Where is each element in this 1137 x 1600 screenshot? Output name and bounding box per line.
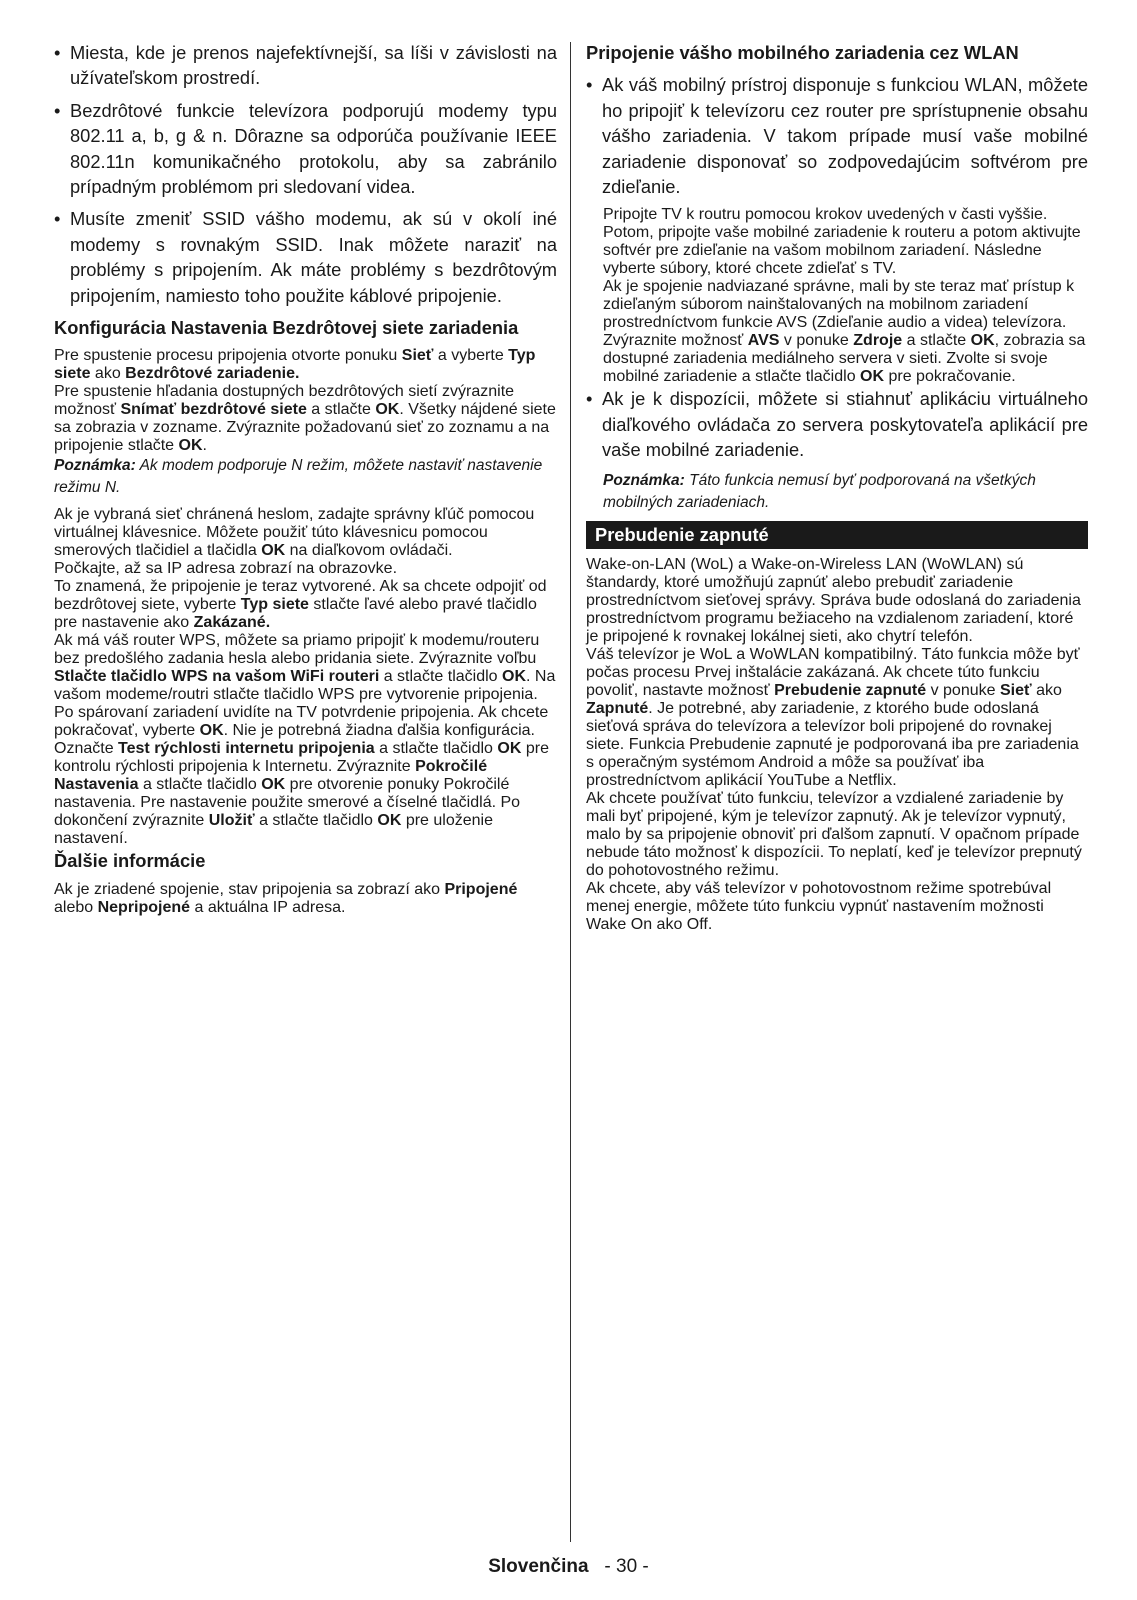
bold-text: Prebudenie zapnuté xyxy=(774,681,927,699)
right-section-heading xyxy=(586,40,1088,65)
text: a aktuálna IP adresa. xyxy=(190,898,346,916)
bold-text: Test rýchlosti internetu pripojenia xyxy=(118,740,375,758)
left-column xyxy=(54,40,557,917)
bold-text: Zakázané. xyxy=(193,614,271,632)
text: alebo xyxy=(54,898,98,916)
bold-text: Konfigurácia Nastavenia Bezdrôtovej siete zariadenia xyxy=(54,317,519,339)
bold-text: AVS xyxy=(747,332,780,350)
text: Ak je k dispozícii, môžete si stiahnuť aplikáciu virtuálneho diaľkového ovládača zo servera poskytovateľa aplikácií pre vaše mobilné zariadenie. xyxy=(602,388,1088,461)
bold-text: OK xyxy=(497,740,522,758)
text: Ak chcete, aby váš televízor v pohotovostnom režime spotrebúval menej energie, môžete túto funkciu vypnúť nastavením možnosti Wake On ako Off. xyxy=(586,879,1052,933)
left-bullet-item xyxy=(54,98,557,200)
text: a stlačte xyxy=(902,332,971,350)
text: Ak je zriadené spojenie, stav pripojenia sa zobrazí ako xyxy=(54,880,445,898)
page-footer xyxy=(0,1556,1137,1578)
text: Ak je vybraná sieť chránená heslom, zadajte správny kľúč pomocou virtuálnej klávesnice. Môžete použiť túto klávesnicu pomocou smerových tlačidiel a tlačidla xyxy=(54,506,535,560)
bold-text: OK xyxy=(970,332,995,350)
left-section-heading xyxy=(54,315,557,340)
right-column xyxy=(586,40,1088,934)
bold-text: Sieť xyxy=(999,681,1032,699)
left-paragraph xyxy=(54,560,557,578)
bold-text: Prebudenie zapnuté xyxy=(595,523,769,545)
bold-text: Poznámka: xyxy=(603,471,685,489)
text: Označte xyxy=(54,740,119,758)
right-note xyxy=(586,470,1088,514)
bold-text: Pripojenie vášho mobilného zariadenia cez WLAN xyxy=(586,42,1019,63)
text: Musíte zmeniť SSID vášho modemu, ak sú v okolí iné modemy s rovnakým SSID. Inak môžete naraziť na problémy s pripojením. Ak máte problémy s bezdrôtovým pripojením, namiesto toho použite káblové pripojenie. xyxy=(70,208,557,306)
text: Počkajte, až sa IP adresa zobrazí na obrazovke. xyxy=(54,560,398,578)
text: ako xyxy=(90,365,126,383)
bold-text: OK xyxy=(377,812,402,830)
text: a stlačte tlačidlo xyxy=(379,668,502,686)
bold-text: Poznámka: xyxy=(54,457,136,475)
left-bullet-item xyxy=(54,40,557,91)
bold-text: OK xyxy=(261,776,286,794)
text: a stlačte tlačidlo xyxy=(254,812,378,830)
text: ako xyxy=(1031,681,1062,699)
bold-text: Stlačte tlačidlo WPS na vašom WiFi routeri xyxy=(54,668,380,686)
right-indented-paragraph xyxy=(586,278,1088,332)
bold-text: Nepripojené xyxy=(97,898,191,916)
bold-text: Ďalšie informácie xyxy=(54,850,206,872)
right-indented-paragraph xyxy=(586,332,1088,386)
bold-text: Pripojené xyxy=(444,880,518,898)
text: . Je potrebné, aby zariadenie, z ktorého bude odoslaná sieťová správa do televízora a televízor boli pripojené do rovnakej siete. Funkcia Prebudenie zapnuté je podporovaná iba pre zariadenia s operačným systémom Android a môže sa používať iba prostredníctvom aplikácií YouTube a Netflix. xyxy=(586,699,1079,789)
text: . Na vašom modeme/routri stlačte tlačidlo WPS pre vytvorenie pripojenia. Po spárovaní zariadení uvidíte na TV potvrdenie pripojenia. Ak chcete pokračovať, vyberte xyxy=(54,668,556,740)
bold-text: OK xyxy=(178,437,203,455)
column-divider xyxy=(570,42,571,1542)
bold-text: Typ siete xyxy=(240,596,309,614)
bold-text: OK xyxy=(199,722,224,740)
text: Wake-on-LAN (WoL) a Wake-on-Wireless LAN (WoWLAN) sú štandardy, ktoré umožňujú zapnúť alebo prebudiť zariadenie prostredníctvom sieťovej správy. Správa bude odoslaná do zariadenia prostredníctvom programu bežiaceho na vzdialenom zariadení, ktoré je pripojené k rovnakej lokálnej sieti, ako chytrí telefón. xyxy=(586,555,1081,645)
text: v ponuke xyxy=(779,332,854,350)
bold-text: Pokročilé Nastavenia xyxy=(54,758,488,794)
text: Ak chcete používať túto funkciu, televízor a vzdialené zariadenie by mali byť pripojené, kým je televízor zapnutý. Ak je televízor vypnutý, malo by sa pripojenie obnoviť pri ďalšom zapnutí. V opačnom prípade nebude táto možnosť k dispozícii. To neplatí, keď je televízor prepnutý do pohotovostného režimu. xyxy=(586,789,1082,879)
text: a stlačte tlačidlo xyxy=(138,776,262,794)
text: . xyxy=(202,437,207,455)
text: Bezdrôtové funkcie televízora podporujú modemy typu 802.11 a, b, g & n. Dôrazne sa odporúča používanie IEEE 802.11n komunikačného protokolu, aby sa zabránilo prípadným problémom pri sledovaní videa. xyxy=(70,99,557,198)
text: Potom, pripojte vaše mobilné zariadenie k routeru a potom aktivujte softvér pre zdieľanie na vašom mobilnom zariadení. Následne vyberte súbory, ktoré chcete zdieľať s TV. xyxy=(603,224,1081,278)
left-paragraph xyxy=(54,740,557,848)
right-paragraph xyxy=(586,646,1088,790)
text: a stlačte xyxy=(306,401,376,419)
text: Miesta, kde je prenos najefektívnejší, sa líši v závislosti na užívateľskom prostredí. xyxy=(70,42,557,89)
bold-text: OK xyxy=(860,368,885,386)
page-number: - 30 - xyxy=(604,1556,649,1577)
text: Ak váš mobilný prístroj disponuje s funkciou WLAN, môžete ho pripojiť k televízoru cez router pre sprístupnenie obsahu vášho zariadenia. V takom prípade musí vaše mobilné zariadenie disponovať so zodpovedajúcim softvérom pre zdieľanie. xyxy=(602,74,1088,198)
bold-text: OK xyxy=(261,542,286,560)
bold-text: Bezdrôtové zariadenie. xyxy=(125,365,300,383)
right-bullet-item xyxy=(586,386,1088,462)
text: . Všetky nájdené siete sa zobrazia v zozname. Zvýraznite požadovanú sieť zo zoznamu a na pripojenie stlačte xyxy=(54,401,556,455)
text: Zvýraznite možnosť xyxy=(603,332,748,350)
right-indented-paragraph xyxy=(586,224,1088,278)
text: pre kontrolu rýchlosti pripojenia k Internetu. Zvýraznite xyxy=(54,740,549,776)
text: pre uloženie nastavení. xyxy=(54,812,493,848)
right-paragraph xyxy=(586,790,1088,880)
bold-text: Snímať bezdrôtové siete xyxy=(120,401,307,419)
text: na diaľkovom ovládači. xyxy=(285,542,453,560)
bold-text: Zapnuté xyxy=(586,699,649,717)
left-note xyxy=(54,455,557,499)
bold-text: Zdroje xyxy=(853,332,903,350)
right-bullet-item xyxy=(586,72,1088,199)
bold-text: Sieť xyxy=(401,347,434,365)
text: a stlačte tlačidlo xyxy=(374,740,498,758)
text: Váš televízor je WoL a WoWLAN kompatibilný. Táto funkcia môže byť počas procesu Prvej inštalácie zakázaná. Ak chcete túto funkciu povoliť, nastavte možnosť xyxy=(586,645,1080,699)
text: pre pokračovanie. xyxy=(884,368,1016,386)
left-paragraph xyxy=(54,881,557,917)
text: stlačte ľavé alebo pravé tlačidlo pre nastavenie ako xyxy=(54,596,537,632)
text: v ponuke xyxy=(926,681,1000,699)
left-paragraph xyxy=(54,578,557,632)
text: Táto funkcia nemusí byť podporovaná na všetkých mobilných zariadeniach. xyxy=(603,471,1036,511)
left-paragraph xyxy=(54,347,557,383)
right-paragraph xyxy=(586,556,1088,646)
right-paragraph xyxy=(586,880,1088,934)
bold-text: OK xyxy=(502,668,526,686)
text: a vyberte xyxy=(433,347,509,365)
left-paragraph xyxy=(54,632,557,740)
text: Ak má váš router WPS, môžete sa priamo pripojiť k modemu/routeru bez predošlého zadania hesla alebo pridania siete. Zvýraznite voľbu xyxy=(54,632,540,668)
right-section-title-bar xyxy=(586,521,1088,549)
text: pre otvorenie ponuky Pokročilé nastavenia. Pre nastavenie použite smerové a číselné tlačidlá. Po dokončení zvýraznite xyxy=(54,776,521,830)
left-paragraph xyxy=(54,506,557,560)
bold-text: OK xyxy=(375,401,400,419)
text: Pre spustenie procesu pripojenia otvorte ponuku xyxy=(54,347,402,365)
text: Ak modem podporuje N režim, môžete nastaviť nastavenie režimu N. xyxy=(54,457,543,497)
text: . Nie je potrebná žiadna ďalšia konfigurácia. xyxy=(223,722,535,740)
left-bullet-item xyxy=(54,206,557,308)
left-paragraph xyxy=(54,383,557,455)
footer-language: Slovenčina xyxy=(488,1556,589,1577)
bold-text: Typ siete xyxy=(54,347,536,383)
text: , zobrazia sa dostupné zariadenia mediálneho servera v sieti. Zvolte si svoje mobilné zariadenie a stlačte tlačidlo xyxy=(603,332,1086,386)
text: Ak je spojenie nadviazané správne, mali by ste teraz mať prístup k zdieľaným súborom nainštalovaných na mobilnom zariadení prostredníctvom funkcie AVS (Zdieľanie audio a videa) televízora. xyxy=(603,278,1075,332)
text: To znamená, že pripojenie je teraz vytvorené. Ak sa chcete odpojiť od bezdrôtovej siete, vyberte xyxy=(54,578,547,614)
text: Pripojte TV k routru pomocou krokov uvedených v časti vyššie. xyxy=(603,206,1048,224)
left-section-heading xyxy=(54,848,557,873)
text: Pre spustenie hľadania dostupných bezdrôtových sietí zvýraznite možnosť xyxy=(54,383,515,419)
right-indented-paragraph xyxy=(586,206,1088,224)
bold-text: Uložiť xyxy=(208,812,255,830)
